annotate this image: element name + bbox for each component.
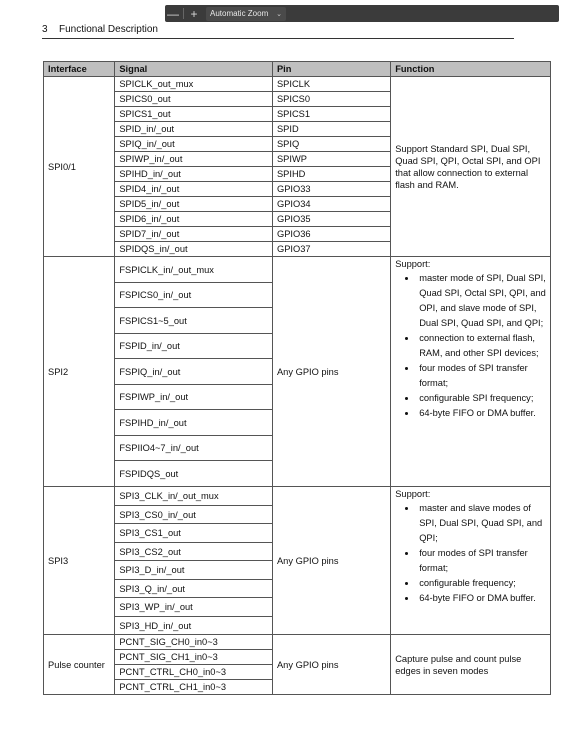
page-header bbox=[42, 24, 514, 39]
list-item: • configurable SPI frequency; bbox=[417, 391, 546, 406]
table-header-row bbox=[44, 62, 551, 77]
signal-cell: SPI3_HD_in/_out bbox=[115, 617, 273, 635]
table-row bbox=[44, 77, 551, 92]
pin-cell: GPIO33 bbox=[272, 182, 390, 197]
signal-cell: SPIHD_in/_out bbox=[115, 167, 273, 182]
signal-cell: SPID6_in/_out bbox=[115, 212, 273, 227]
interface-table bbox=[43, 61, 551, 695]
signal-cell: SPI3_CLK_in/_out_mux bbox=[115, 487, 273, 506]
signal-cell: FSPIHD_in/_out bbox=[115, 410, 273, 436]
function-intro: Support: bbox=[395, 259, 431, 269]
pin-cell: GPIO34 bbox=[272, 197, 390, 212]
list-item: • four modes of SPI transfer format; bbox=[417, 546, 546, 576]
list-item: • 64-byte FIFO or DMA buffer. bbox=[417, 591, 546, 606]
list-item: • master mode of SPI, Dual SPI, Quad SPI, Octal SPI, QPI, and OPI, and slave mode of SPI, Dual SPI, Quad SPI, and QPI; bbox=[417, 271, 546, 331]
signal-cell: FSPIIO4~7_in/_out bbox=[115, 436, 273, 461]
pin-cell: Any GPIO pins bbox=[272, 635, 390, 695]
zoom-out-button[interactable]: — bbox=[167, 6, 179, 21]
section-title: Functional Description bbox=[59, 24, 158, 35]
pin-cell: GPIO36 bbox=[272, 227, 390, 242]
signal-cell: SPI3_Q_in/_out bbox=[115, 580, 273, 598]
interface-cell: SPI0/1 bbox=[44, 77, 115, 257]
zoom-select[interactable] bbox=[206, 7, 286, 21]
signal-cell: PCNT_CTRL_CH1_in0~3 bbox=[115, 680, 273, 695]
section-number: 3 bbox=[42, 24, 48, 35]
signal-cell: FSPICLK_in/_out_mux bbox=[115, 257, 273, 283]
list-item: • four modes of SPI transfer format; bbox=[417, 361, 546, 391]
signal-cell: FSPICS0_in/_out bbox=[115, 283, 273, 308]
pin-cell: SPIWP bbox=[272, 152, 390, 167]
signal-cell: SPID5_in/_out bbox=[115, 197, 273, 212]
signal-cell: PCNT_CTRL_CH0_in0~3 bbox=[115, 665, 273, 680]
function-intro: Support: bbox=[395, 489, 431, 499]
chevron-down-icon: ⌄ bbox=[276, 10, 282, 18]
table-row bbox=[44, 257, 551, 283]
interface-cell: Pulse counter bbox=[44, 635, 115, 695]
signal-cell: SPICLK_out_mux bbox=[115, 77, 273, 92]
signal-cell: SPI3_WP_in/_out bbox=[115, 598, 273, 617]
function-list bbox=[395, 501, 546, 606]
pin-cell: GPIO37 bbox=[272, 242, 390, 257]
signal-cell: SPID4_in/_out bbox=[115, 182, 273, 197]
signal-cell: SPI3_D_in/_out bbox=[115, 561, 273, 580]
zoom-select-value: Automatic Zoom bbox=[210, 9, 269, 18]
pin-cell: SPIHD bbox=[272, 167, 390, 182]
signal-cell: SPI3_CS2_out bbox=[115, 543, 273, 561]
header-interface: Interface bbox=[44, 62, 115, 77]
pin-cell: SPIQ bbox=[272, 137, 390, 152]
table-row bbox=[44, 487, 551, 506]
header-pin: Pin bbox=[272, 62, 390, 77]
pin-cell: Any GPIO pins bbox=[272, 257, 390, 487]
signal-cell: FSPID_in/_out bbox=[115, 334, 273, 359]
pin-cell: GPIO35 bbox=[272, 212, 390, 227]
pin-cell: Any GPIO pins bbox=[272, 487, 390, 635]
pin-cell: SPICS1 bbox=[272, 107, 390, 122]
list-item: • configurable frequency; bbox=[417, 576, 546, 591]
table-row bbox=[44, 635, 551, 650]
header-signal: Signal bbox=[115, 62, 273, 77]
list-item: • master and slave modes of SPI, Dual SPI, Quad SPI, and QPI; bbox=[417, 501, 546, 546]
function-list bbox=[395, 271, 546, 421]
zoom-in-button[interactable]: + bbox=[190, 6, 198, 21]
pin-cell: SPID bbox=[272, 122, 390, 137]
function-cell bbox=[391, 487, 551, 635]
toolbar-divider bbox=[183, 8, 184, 19]
signal-cell: SPID_in/_out bbox=[115, 122, 273, 137]
signal-cell: SPIDQS_in/_out bbox=[115, 242, 273, 257]
viewer-toolbar bbox=[165, 5, 559, 22]
pin-cell: SPICLK bbox=[272, 77, 390, 92]
function-cell: Capture pulse and count pulse edges in seven modes bbox=[391, 635, 551, 695]
signal-cell: PCNT_SIG_CH1_in0~3 bbox=[115, 650, 273, 665]
signal-cell: SPID7_in/_out bbox=[115, 227, 273, 242]
interface-cell: SPI2 bbox=[44, 257, 115, 487]
list-item: • 64-byte FIFO or DMA buffer. bbox=[417, 406, 546, 421]
signal-cell: SPICS1_out bbox=[115, 107, 273, 122]
interface-cell: SPI3 bbox=[44, 487, 115, 635]
signal-cell: FSPIWP_in/_out bbox=[115, 385, 273, 410]
signal-cell: SPIQ_in/_out bbox=[115, 137, 273, 152]
header-function: Function bbox=[391, 62, 551, 77]
function-cell: Support Standard SPI, Dual SPI, Quad SPI, QPI, Octal SPI, and OPI that allow connection to external flash and RAM. bbox=[391, 77, 551, 257]
signal-cell: SPI3_CS0_in/_out bbox=[115, 506, 273, 524]
signal-cell: SPI3_CS1_out bbox=[115, 524, 273, 543]
signal-cell: PCNT_SIG_CH0_in0~3 bbox=[115, 635, 273, 650]
function-cell bbox=[391, 257, 551, 487]
signal-cell: FSPIDQS_out bbox=[115, 461, 273, 487]
signal-cell: SPICS0_out bbox=[115, 92, 273, 107]
signal-cell: FSPIQ_in/_out bbox=[115, 359, 273, 385]
signal-cell: SPIWP_in/_out bbox=[115, 152, 273, 167]
signal-cell: FSPICS1~5_out bbox=[115, 308, 273, 334]
pin-cell: SPICS0 bbox=[272, 92, 390, 107]
list-item: • connection to external flash, RAM, and other SPI devices; bbox=[417, 331, 546, 361]
